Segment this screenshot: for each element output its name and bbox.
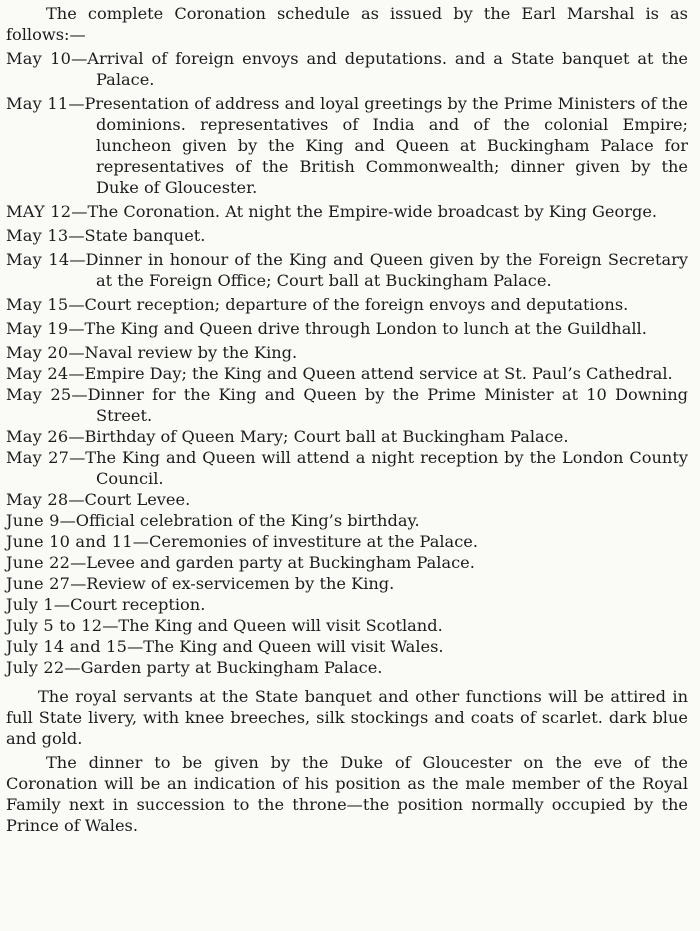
schedule-entry [6, 342, 688, 363]
schedule-entry [6, 426, 688, 447]
entry-date: June 9 [6, 511, 60, 530]
entry-date: July 22 [6, 658, 65, 677]
entry-text: —Levee and garden party at Buckingham Palace. [70, 553, 475, 572]
entry-date: May 10 [6, 49, 72, 68]
schedule-entry [6, 552, 688, 573]
entry-text: —The King and Queen will visit Scotland. [102, 616, 443, 635]
entry-text: —The King and Queen will visit Wales. [127, 637, 444, 656]
intro-paragraph: The complete Coronation schedule as issued by the Earl Marshal is as follows:— [6, 4, 688, 44]
schedule-entry [6, 48, 688, 90]
entry-text: —The King and Queen will attend a night reception by the London County Council. [69, 448, 688, 488]
entry-date: May 19 [6, 319, 69, 338]
schedule-entry [6, 657, 688, 678]
entry-date: May 15 [6, 295, 69, 314]
entry-date: July 1 [6, 595, 54, 614]
gloucester-paragraph: The dinner to be given by the Duke of Gloucester on the eve of the Coronation will be an indication of his position as the male member of the Royal Family next in succession to the throne—the position normally occupied by the Prince of Wales. [6, 753, 688, 835]
schedule-entry [6, 384, 688, 426]
schedule-entry [6, 447, 688, 489]
schedule-entry [6, 294, 688, 315]
entry-text: —Ceremonies of investiture at the Palace. [132, 532, 478, 551]
entry-date: May 25 [6, 385, 72, 404]
entry-text: —Court reception; departure of the foreign envoys and deputations. [68, 295, 629, 314]
entry-date: June 22 [6, 553, 71, 572]
entry-date: MAY 12 [6, 202, 72, 221]
entry-date: May 13 [6, 226, 69, 245]
schedule-entry [6, 93, 688, 198]
entry-text: —Dinner for the King and Queen by the Prime Minister at 10 Downing Street. [71, 385, 688, 425]
schedule-entry [6, 489, 688, 510]
schedule-entry [6, 531, 688, 552]
entry-text: —Dinner in honour of the King and Queen given by the Foreign Secretary at the Foreign Office; Court ball at Buckingham Palace. [69, 250, 688, 290]
entry-text: —Naval review by the King. [68, 343, 298, 362]
entry-text: —Court reception. [53, 595, 206, 614]
schedule-entry [6, 636, 688, 657]
schedule-entry [6, 225, 688, 246]
schedule-entry [6, 573, 688, 594]
entry-text: —Official celebration of the King’s birthday. [59, 511, 420, 530]
schedule-entry [6, 615, 688, 636]
schedule-list [6, 48, 688, 678]
entry-text: —Court Levee. [68, 490, 191, 509]
entry-date: May 24 [6, 364, 69, 383]
entry-date: May 28 [6, 490, 69, 509]
schedule-entry [6, 318, 688, 339]
entry-date: May 14 [6, 250, 70, 269]
entry-text: —State banquet. [68, 226, 206, 245]
entry-text: —Garden party at Buckingham Palace. [64, 658, 383, 677]
entry-text: —Presentation of address and loyal greetings by the Prime Ministers of the dominions. representatives of India and of the colonial Empire; luncheon given by the King and Queen at Buckingham Palace for representatives of the British Commonwealth; dinner given by the Duke of Gloucester. [68, 94, 688, 197]
entry-date: July 14 and 15 [6, 637, 128, 656]
entry-date: May 11 [6, 94, 69, 113]
schedule-entry [6, 201, 688, 222]
entry-date: May 26 [6, 427, 69, 446]
schedule-entry [6, 594, 688, 615]
entry-text: —Review of ex-servicemen by the King. [70, 574, 395, 593]
entry-text: —Birthday of Queen Mary; Court ball at Buckingham Palace. [68, 427, 569, 446]
entry-date: May 20 [6, 343, 69, 362]
schedule-entry [6, 510, 688, 531]
entry-date: May 27 [6, 448, 70, 467]
entry-date: July 5 to 12 [6, 616, 103, 635]
entry-date: June 27 [6, 574, 71, 593]
livery-paragraph: The royal servants at the State banquet and other functions will be attired in full State livery, with knee breeches, silk stockings and coats of scarlet. dark blue and gold. [6, 687, 688, 748]
entry-text: —The King and Queen drive through London to lunch at the Guildhall. [68, 319, 647, 338]
entry-date: June 10 and 11 [6, 532, 133, 551]
schedule-entry [6, 363, 688, 384]
entry-text: —The Coronation. At night the Empire-wide broadcast by King George. [71, 202, 658, 221]
schedule-entry [6, 249, 688, 291]
entry-text: —Arrival of foreign envoys and deputations. and a State banquet at the Palace. [71, 49, 688, 89]
entry-text: —Empire Day; the King and Queen attend service at St. Paul’s Cathedral. [68, 364, 673, 383]
